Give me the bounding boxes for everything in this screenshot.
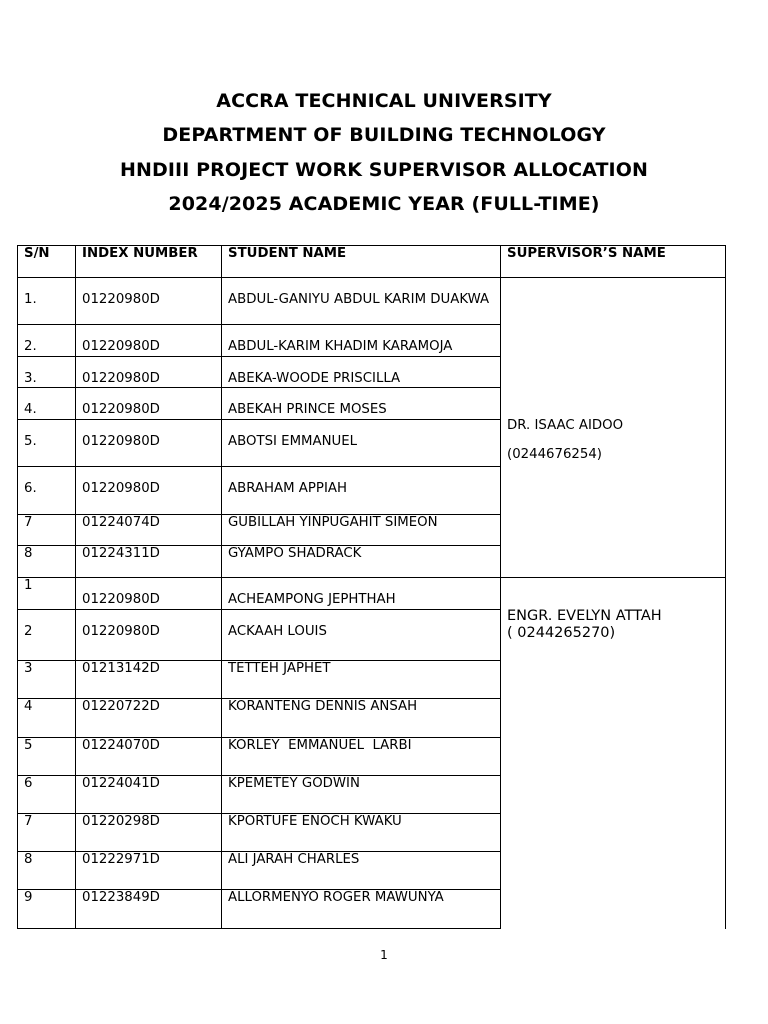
header-index-number: INDEX NUMBER bbox=[76, 246, 222, 278]
table-row bbox=[18, 578, 726, 610]
cell-student-name: ABDUL-KARIM KHADIM KARAMOJA bbox=[222, 325, 501, 357]
cell-sn: 6 bbox=[18, 776, 76, 814]
cell-sn: 1 bbox=[18, 578, 76, 610]
cell-sn: 9 bbox=[18, 890, 76, 929]
cell-index: 01220980D bbox=[76, 357, 222, 388]
cell-index: 01224041D bbox=[76, 776, 222, 814]
cell-index: 01220722D bbox=[76, 699, 222, 738]
cell-sn: 1. bbox=[18, 278, 76, 325]
header-supervisor-name: SUPERVISOR’S NAME bbox=[501, 246, 726, 278]
cell-student-name: ABRAHAM APPIAH bbox=[222, 467, 501, 515]
cell-sn: 2 bbox=[18, 610, 76, 661]
cell-student-name: KPEMETEY GODWIN bbox=[222, 776, 501, 814]
cell-index: 01220980D bbox=[76, 278, 222, 325]
supervisor-phone: ( 0244265270) bbox=[507, 625, 616, 641]
cell-student-name: ABEKAH PRINCE MOSES bbox=[222, 388, 501, 420]
cell-sn: 3. bbox=[18, 357, 76, 388]
cell-student-name: KORANTENG DENNIS ANSAH bbox=[222, 699, 501, 738]
cell-student-name: ACKAAH LOUIS bbox=[222, 610, 501, 661]
cell-student-name: ABEKA-WOODE PRISCILLA bbox=[222, 357, 501, 388]
cell-student-name: ALI JARAH CHARLES bbox=[222, 852, 501, 890]
cell-sn: 8 bbox=[18, 852, 76, 890]
cell-student-name: ABOTSI EMMANUEL bbox=[222, 420, 501, 467]
cell-sn: 3 bbox=[18, 661, 76, 699]
allocation-title: HNDIII PROJECT WORK SUPERVISOR ALLOCATION bbox=[119, 158, 648, 181]
cell-index: 01224311D bbox=[76, 546, 222, 578]
cell-sn: 8 bbox=[18, 546, 76, 578]
table-row bbox=[18, 278, 726, 325]
cell-student-name: KORLEY EMMANUEL LARBI bbox=[222, 738, 501, 776]
cell-student-name: ABDUL-GANIYU ABDUL KARIM DUAKWA bbox=[222, 278, 501, 325]
cell-index: 01220298D bbox=[76, 814, 222, 852]
cell-index: 01220980D bbox=[76, 325, 222, 357]
cell-index: 01223849D bbox=[76, 890, 222, 929]
cell-student-name: GUBILLAH YINPUGAHIT SIMEON bbox=[222, 515, 501, 546]
supervisor-name: ENGR. EVELYN ATTAH bbox=[507, 608, 662, 624]
cell-index: 01220980D bbox=[76, 578, 222, 610]
cell-sn: 7 bbox=[18, 814, 76, 852]
cell-sn: 4 bbox=[18, 699, 76, 738]
cell-index: 01224074D bbox=[76, 515, 222, 546]
supervisor-phone: (0244676254) bbox=[507, 447, 602, 462]
cell-sn: 5 bbox=[18, 738, 76, 776]
supervisor-cell-attah-continued bbox=[501, 661, 726, 929]
header-sn: S/N bbox=[18, 246, 76, 278]
cell-index: 01213142D bbox=[76, 661, 222, 699]
supervisor-allocation-table bbox=[17, 245, 726, 929]
supervisor-name: DR. ISAAC AIDOO bbox=[507, 418, 624, 433]
cell-student-name: ALLORMENYO ROGER MAWUNYA bbox=[222, 890, 501, 929]
cell-index: 01220980D bbox=[76, 610, 222, 661]
cell-student-name: TETTEH JAPHET bbox=[222, 661, 501, 699]
cell-student-name: KPORTUFE ENOCH KWAKU bbox=[222, 814, 501, 852]
cell-student-name: ACHEAMPONG JEPHTHAH bbox=[222, 578, 501, 610]
university-name: ACCRA TECHNICAL UNIVERSITY bbox=[216, 90, 552, 112]
supervisor-cell-aidoo bbox=[501, 278, 726, 578]
cell-index: 01220980D bbox=[76, 467, 222, 515]
page-number: 1 bbox=[380, 948, 388, 962]
department-name: DEPARTMENT OF BUILDING TECHNOLOGY bbox=[162, 124, 606, 147]
document-title-block bbox=[0, 84, 768, 221]
cell-sn: 7 bbox=[18, 515, 76, 546]
cell-index: 01224070D bbox=[76, 738, 222, 776]
header-student-name: STUDENT NAME bbox=[222, 246, 501, 278]
table-row bbox=[18, 661, 726, 699]
cell-index: 01220980D bbox=[76, 420, 222, 467]
supervisor-cell-attah bbox=[501, 578, 726, 661]
table-header-row bbox=[18, 246, 726, 278]
cell-index: 01222971D bbox=[76, 852, 222, 890]
cell-sn: 5. bbox=[18, 420, 76, 467]
cell-sn: 4. bbox=[18, 388, 76, 420]
cell-student-name: GYAMPO SHADRACK bbox=[222, 546, 501, 578]
academic-year: 2024/2025 ACADEMIC YEAR (FULL-TIME) bbox=[168, 192, 600, 215]
cell-sn: 2. bbox=[18, 325, 76, 357]
cell-index: 01220980D bbox=[76, 388, 222, 420]
cell-sn: 6. bbox=[18, 467, 76, 515]
